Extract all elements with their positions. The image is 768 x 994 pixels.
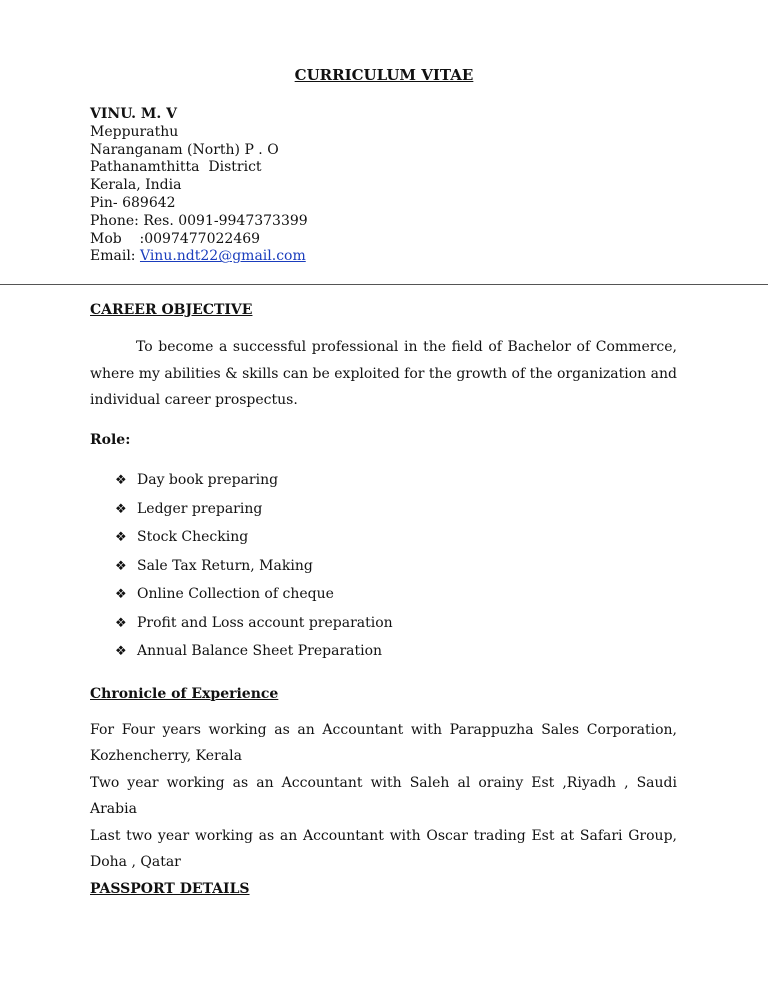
passport-heading: PASSPORT DETAILS xyxy=(90,881,250,897)
email-line xyxy=(90,248,308,266)
experience-entry: Last two year working as an Accountant with Oscar trading Est at Safari Group, Doha , Qatar xyxy=(90,828,677,871)
diamond-bullet-icon: ❖ xyxy=(115,644,127,659)
role-item-label: Stock Checking xyxy=(137,529,249,545)
header-divider xyxy=(0,284,768,285)
diamond-bullet-icon: ❖ xyxy=(115,473,127,488)
contact-block xyxy=(90,106,308,266)
experience-entry: For Four years working as an Accountant with Parappuzha Sales Corporation, Kozhencherry, Kerala xyxy=(90,722,677,765)
role-item-label: Online Collection of cheque xyxy=(137,586,334,602)
address-line: Naranganam (North) P . O xyxy=(90,141,279,158)
role-list xyxy=(115,466,393,666)
role-item-label: Sale Tax Return, Making xyxy=(137,557,313,574)
role-item-label: Day book preparing xyxy=(137,472,279,488)
list-item xyxy=(115,552,393,581)
career-objective-body: To become a successful professional in the field of Bachelor of Commerce, where my abilities & skills can be exploited for the growth of the organization and individual career prospectus. xyxy=(90,339,677,408)
phone-line: Phone: Res. 0091-9947373399 xyxy=(90,212,308,229)
list-item xyxy=(115,580,393,609)
list-item xyxy=(115,609,393,638)
diamond-bullet-icon: ❖ xyxy=(115,558,127,574)
diamond-bullet-icon: ❖ xyxy=(115,530,127,545)
email-link[interactable]: Vinu.ndt22@gmail.com xyxy=(139,248,306,265)
role-item-label: Profit and Loss account preparation xyxy=(137,614,393,631)
role-item-label: Ledger preparing xyxy=(137,500,263,517)
experience-heading: Chronicle of Experience xyxy=(90,686,279,702)
list-item xyxy=(115,466,393,495)
applicant-name: VINU. M. V xyxy=(90,106,177,122)
mobile-line: Mob :0097477022469 xyxy=(90,230,261,247)
pin-line: Pin- 689642 xyxy=(90,194,176,211)
address-line: Kerala, India xyxy=(90,177,182,194)
list-item xyxy=(115,637,393,666)
list-item xyxy=(115,495,393,524)
diamond-bullet-icon: ❖ xyxy=(115,501,127,517)
email-label: Email: xyxy=(90,248,140,265)
career-objective-heading: CAREER OBJECTIVE xyxy=(90,302,253,318)
role-item-label: Annual Balance Sheet Preparation xyxy=(137,643,383,659)
diamond-bullet-icon: ❖ xyxy=(115,587,127,602)
experience-entry: Two year working as an Accountant with Saleh al orainy Est ,Riyadh , Saudi Arabia xyxy=(90,775,677,818)
address-line: Pathanamthitta District xyxy=(90,159,262,176)
list-item xyxy=(115,523,393,552)
address-line: Meppurathu xyxy=(90,123,179,140)
role-heading: Role: xyxy=(90,432,131,448)
document-title: CURRICULUM VITAE xyxy=(294,66,474,84)
diamond-bullet-icon: ❖ xyxy=(115,615,127,631)
career-objective-text xyxy=(90,334,677,414)
